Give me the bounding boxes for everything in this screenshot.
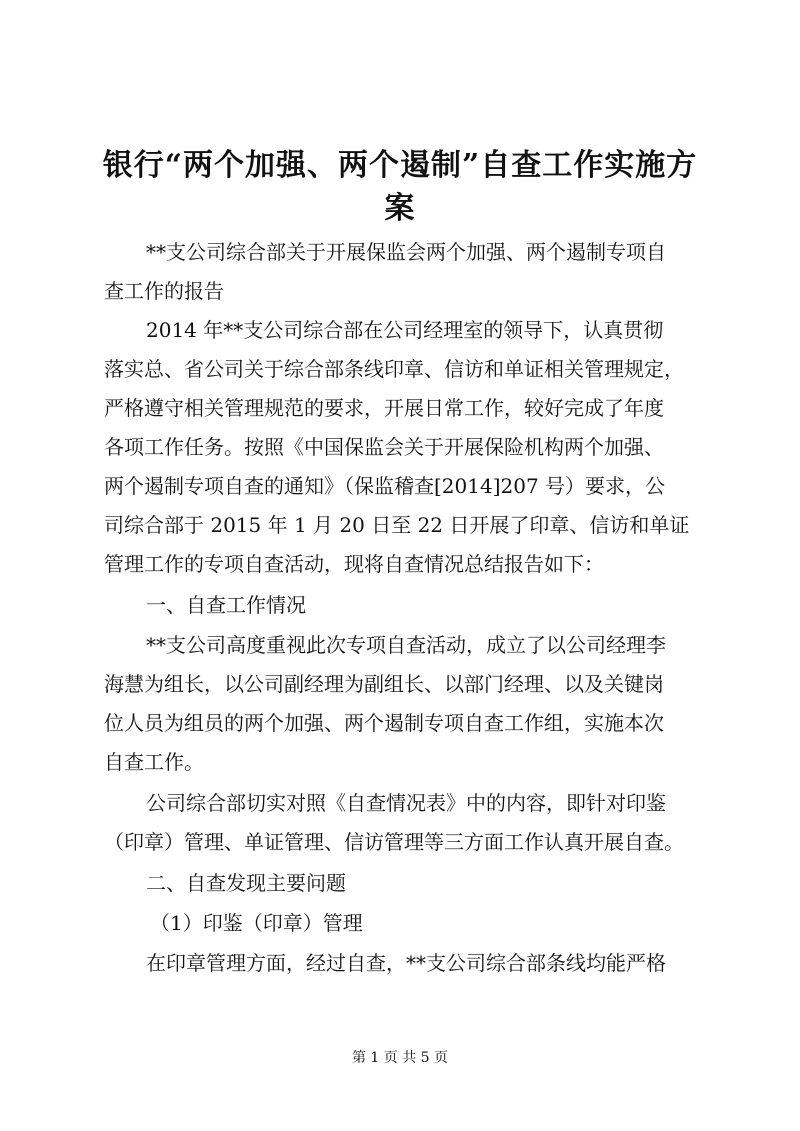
body-line: 两个遏制专项自查的通知》（保监稽查[2014]207 号）要求，公 — [104, 474, 666, 498]
body-line: 落实总、省公司关于综合部条线印章、信访和单证相关管理规定， — [104, 357, 684, 381]
body-line: 司综合部于 2015 年 1 月 20 日至 22 日开展了印章、信访和单证 — [104, 513, 690, 537]
body-line: （印章）管理、单证管理、信访管理等三方面工作认真开展自查。 — [104, 830, 684, 854]
body-line: 位人员为组员的两个加强、两个遏制专项自查工作组，实施本次 — [104, 711, 664, 735]
body-line: 2014 年**支公司综合部在公司经理室的领导下，认真贯彻 — [146, 318, 664, 342]
section-heading: 二、自查发现主要问题 — [146, 871, 346, 895]
document-title-line-1: 银行“两个加强、两个遏制”自查工作实施方 — [102, 148, 698, 183]
body-line: 自查工作。 — [104, 750, 204, 774]
section-heading: 一、自查工作情况 — [146, 593, 306, 617]
body-line: **支公司高度重视此次专项自查活动，成立了以公司经理李 — [146, 633, 666, 657]
page-footer: 第 1 页 共 5 页 — [351, 1050, 449, 1066]
body-line: **支公司综合部关于开展保监会两个加强、两个遏制专项自 — [146, 240, 666, 264]
body-line: 各项工作任务。按照《中国保监会关于开展保险机构两个加强、 — [104, 435, 664, 459]
subsection-heading: （1）印鉴（印章）管理 — [150, 911, 363, 935]
body-line: 严格遵守相关管理规范的要求，开展日常工作，较好完成了年度 — [104, 396, 664, 420]
body-line: 管理工作的专项自查活动，现将自查情况总结报告如下： — [104, 552, 604, 576]
body-line: 海慧为组长，以公司副经理为副组长、以部门经理、以及关键岗 — [104, 672, 664, 696]
body-line: 公司综合部切实对照《自查情况表》中的内容，即针对印鉴 — [146, 791, 666, 815]
body-line: 查工作的报告 — [104, 279, 224, 303]
body-line: 在印章管理方面，经过自查，**支公司综合部条线均能严格 — [146, 951, 666, 975]
document-title-line-2: 案 — [384, 191, 416, 226]
